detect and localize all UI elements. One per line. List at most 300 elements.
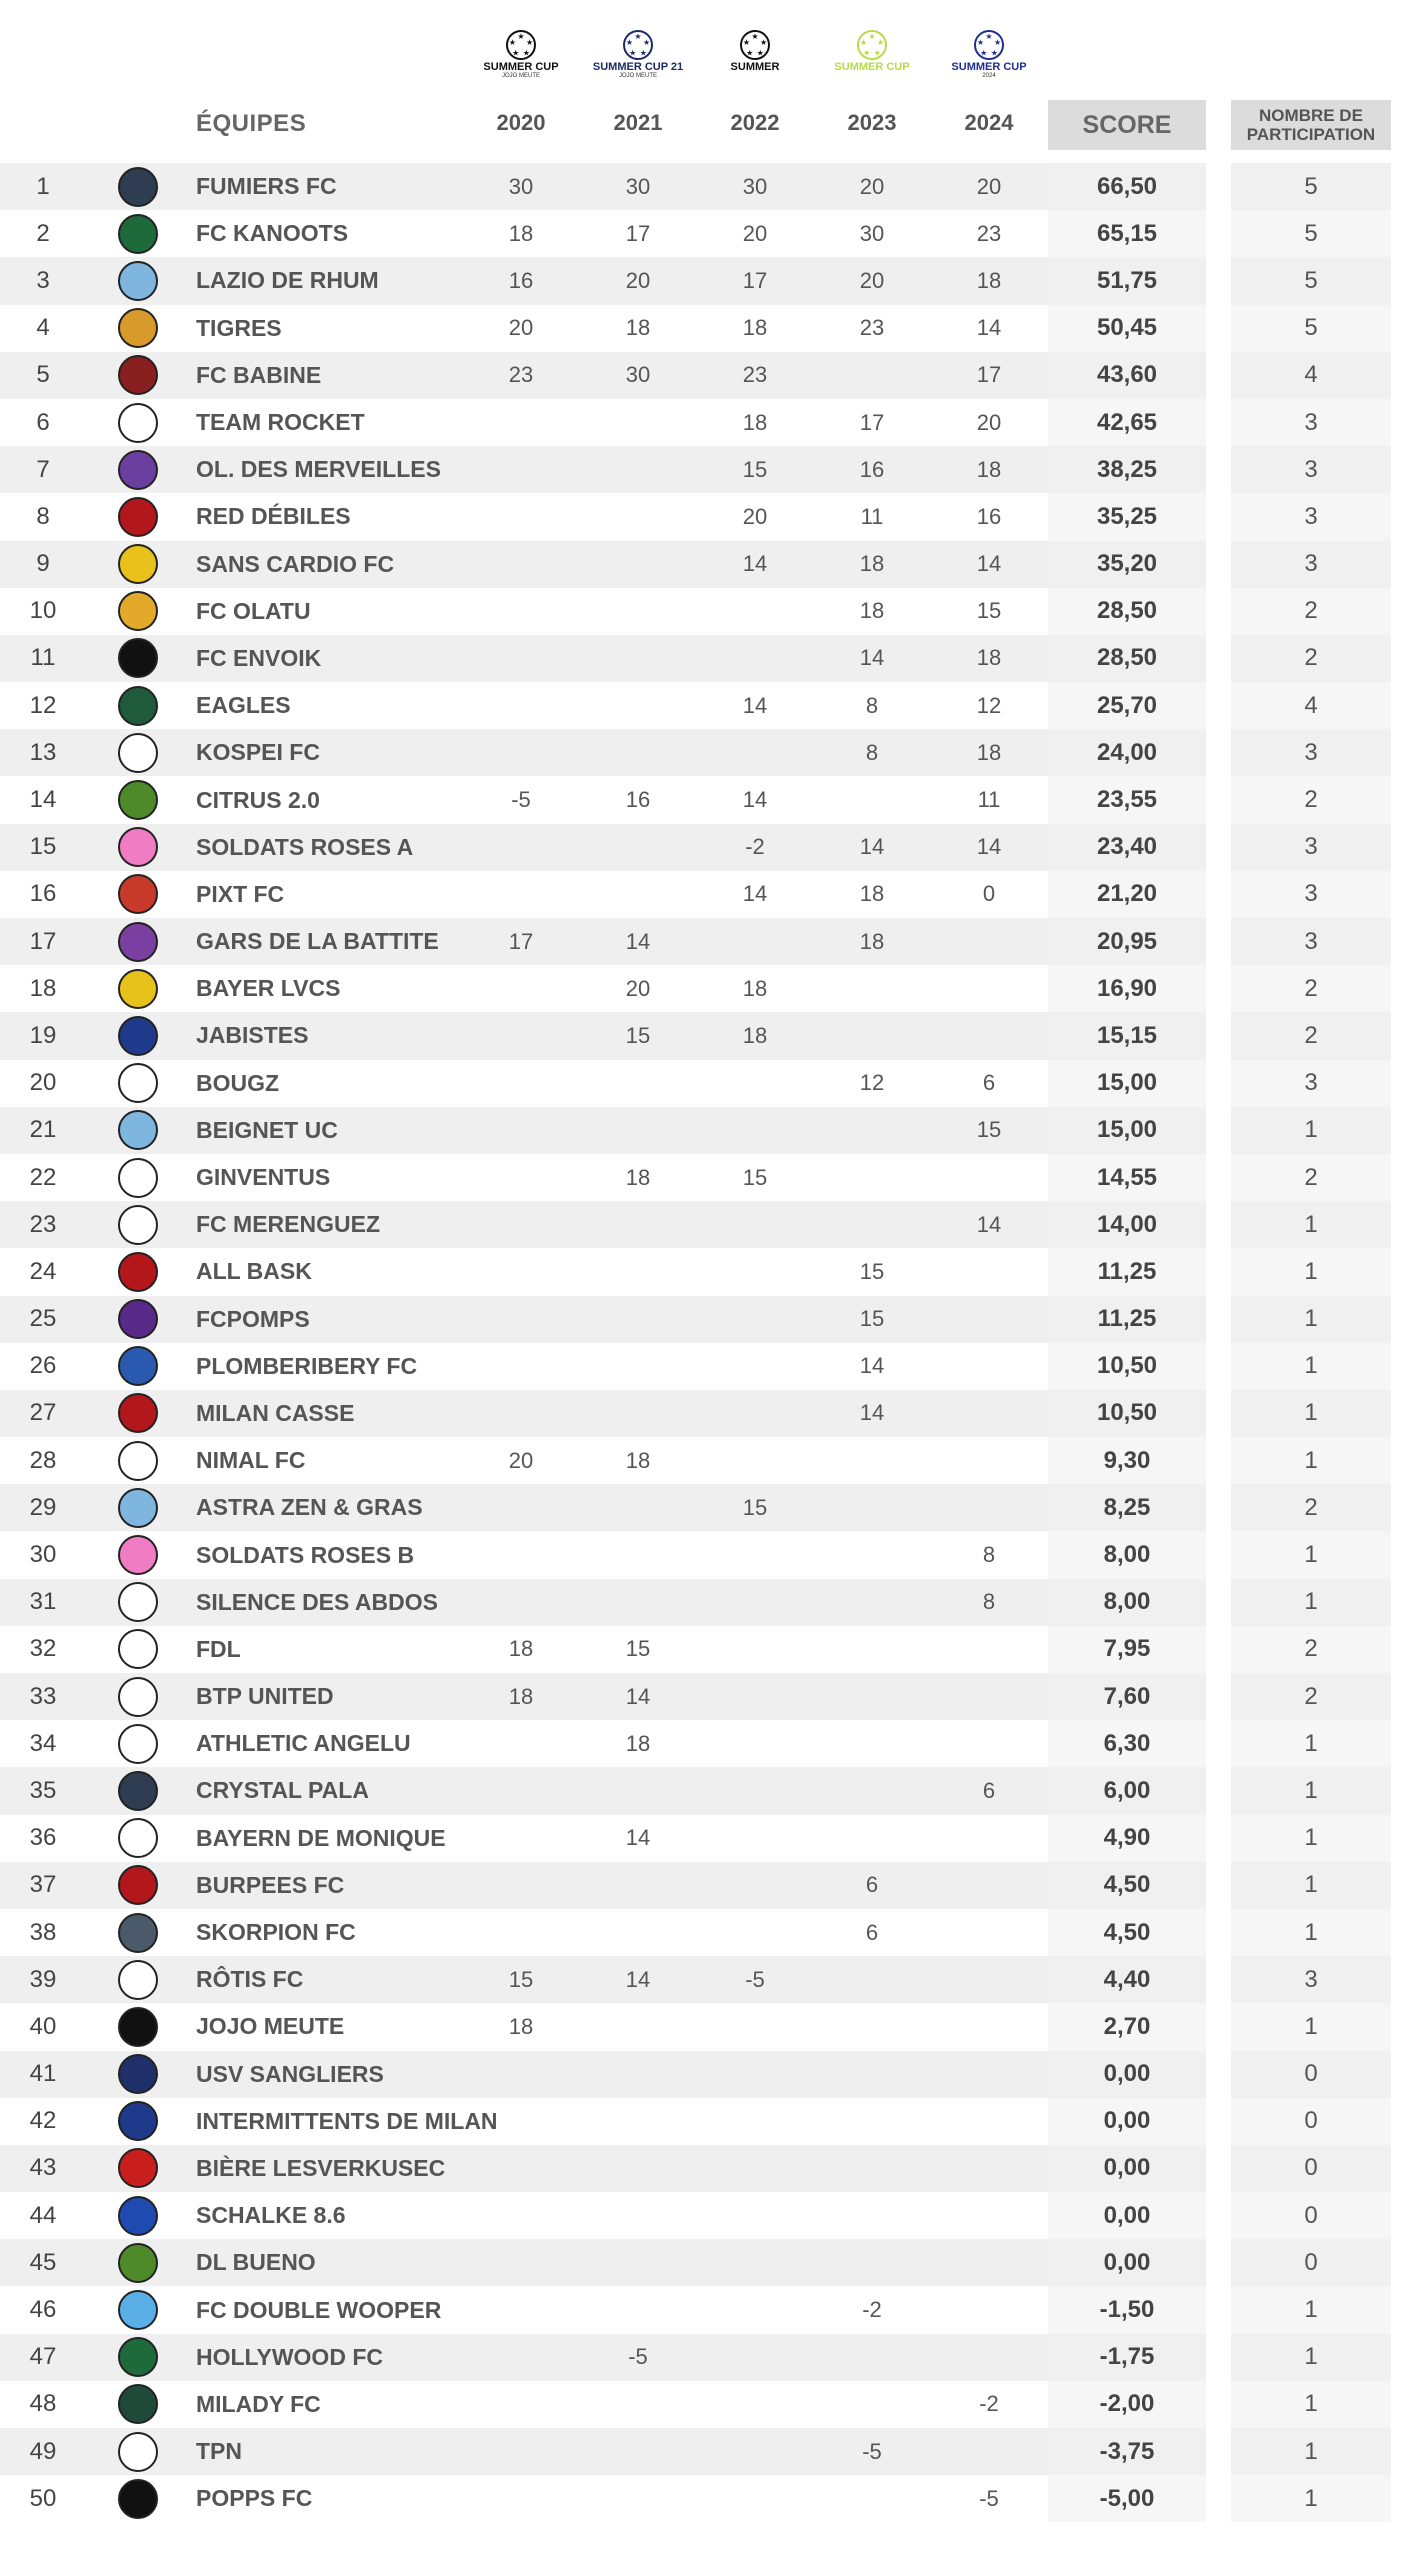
year-points-2021 bbox=[598, 588, 678, 635]
rank-cell: 1 bbox=[36, 172, 50, 200]
rank-cell: 13 bbox=[29, 738, 57, 766]
year-points-2023: 11 bbox=[860, 503, 884, 529]
table-row bbox=[0, 1626, 1401, 1673]
team-name: JOJO MEUTE bbox=[196, 2013, 345, 2040]
team-name: SKORPION FC bbox=[196, 1919, 356, 1946]
rank-cell: 40 bbox=[29, 2012, 57, 2040]
team-crest-icon bbox=[118, 214, 158, 254]
year-points-2020 bbox=[481, 1862, 561, 1909]
score-cell: 35,25 bbox=[1096, 502, 1158, 530]
year-points-2023 bbox=[832, 1956, 912, 2003]
year-points-2021: 17 bbox=[625, 220, 651, 246]
team-logo bbox=[106, 541, 170, 588]
svg-text:★: ★ bbox=[863, 48, 871, 58]
score-cell: 0,00 bbox=[1103, 2201, 1151, 2229]
rank-cell: 23 bbox=[29, 1210, 57, 1238]
table-row bbox=[0, 1815, 1401, 1862]
year-points-2021: 15 bbox=[625, 1022, 651, 1048]
rank-cell: 41 bbox=[29, 2060, 57, 2088]
year-points-2021: 20 bbox=[625, 975, 651, 1001]
year-points-2020 bbox=[481, 1012, 561, 1059]
year-points-2024 bbox=[949, 1720, 1029, 1767]
year-points-2022: 23 bbox=[742, 362, 768, 388]
cup-logo-title: SUMMER bbox=[730, 61, 780, 73]
year-points-2024 bbox=[949, 2192, 1029, 2239]
score-cell: 23,40 bbox=[1096, 833, 1158, 861]
score-cell: 15,00 bbox=[1096, 1069, 1158, 1097]
year-points-2021 bbox=[598, 1909, 678, 1956]
table-row bbox=[0, 1579, 1401, 1626]
year-points-2020: 18 bbox=[508, 1683, 534, 1709]
team-name: NIMAL FC bbox=[196, 1447, 306, 1474]
year-points-2022 bbox=[715, 2003, 795, 2050]
team-logo bbox=[106, 824, 170, 871]
year-points-2022: -5 bbox=[745, 1966, 765, 1992]
year-points-2024: 20 bbox=[976, 409, 1002, 435]
year-points-2021 bbox=[598, 1296, 678, 1343]
team-crest-icon bbox=[118, 2007, 158, 2047]
year-points-2022 bbox=[715, 1626, 795, 1673]
year-points-2023 bbox=[832, 2192, 912, 2239]
year-points-2020: 30 bbox=[508, 173, 534, 199]
year-points-2020 bbox=[481, 1107, 561, 1154]
score-cell: -5,00 bbox=[1099, 2484, 1155, 2512]
score-cell: 15,15 bbox=[1096, 1021, 1158, 1049]
year-points-2020 bbox=[481, 1296, 561, 1343]
table-row bbox=[0, 1154, 1401, 1201]
participation-cell: 4 bbox=[1304, 361, 1318, 389]
year-points-2022 bbox=[715, 1343, 795, 1390]
team-name: POPPS FC bbox=[196, 2485, 313, 2512]
team-name: FC OLATU bbox=[196, 597, 311, 624]
table-row bbox=[0, 1437, 1401, 1484]
year-column-header: 2021 bbox=[613, 110, 663, 135]
year-points-2020 bbox=[481, 965, 561, 1012]
team-name: BAYERN DE MONIQUE bbox=[196, 1824, 446, 1851]
year-points-2023: 14 bbox=[859, 645, 885, 671]
participation-column-header bbox=[1231, 100, 1391, 150]
score-cell: 66,50 bbox=[1096, 172, 1158, 200]
team-name: FCPOMPS bbox=[196, 1305, 310, 1332]
team-crest-icon bbox=[118, 874, 158, 914]
team-name: JABISTES bbox=[196, 1022, 309, 1049]
table-row bbox=[0, 1673, 1401, 1720]
team-name: BTP UNITED bbox=[196, 1683, 334, 1710]
rank-cell: 8 bbox=[36, 502, 50, 530]
team-name: FC ENVOIK bbox=[196, 644, 322, 671]
score-cell: 11,25 bbox=[1097, 1305, 1157, 1333]
participation-cell: 1 bbox=[1304, 1305, 1318, 1333]
year-points-2021 bbox=[598, 446, 678, 493]
star-ball-icon bbox=[972, 28, 1006, 62]
year-points-2024: 18 bbox=[976, 267, 1002, 293]
team-crest-icon bbox=[118, 1865, 158, 1905]
year-points-2023: 18 bbox=[859, 551, 885, 577]
team-crest-icon bbox=[118, 686, 158, 726]
year-points-2020: 16 bbox=[508, 267, 534, 293]
svg-text:★: ★ bbox=[756, 48, 764, 58]
team-name: FDL bbox=[196, 1635, 241, 1662]
year-points-2023: 15 bbox=[859, 1258, 885, 1284]
year-points-2023 bbox=[832, 1673, 912, 1720]
svg-text:★: ★ bbox=[629, 48, 637, 58]
svg-text:★: ★ bbox=[877, 38, 885, 48]
participation-cell: 0 bbox=[1304, 2201, 1318, 2229]
team-crest-icon bbox=[118, 355, 158, 395]
year-points-2023: -2 bbox=[862, 2297, 882, 2323]
rank-cell: 38 bbox=[29, 1918, 57, 1946]
year-points-2023 bbox=[832, 1767, 912, 1814]
table-row bbox=[0, 965, 1401, 1012]
year-points-2021: 16 bbox=[625, 787, 651, 813]
year-points-2023: 23 bbox=[859, 315, 885, 341]
year-points-2024 bbox=[949, 2051, 1029, 2098]
team-name: BEIGNET UC bbox=[196, 1116, 338, 1143]
participation-cell: 3 bbox=[1304, 833, 1318, 861]
year-points-2024: 0 bbox=[982, 881, 996, 907]
team-logo bbox=[106, 1862, 170, 1909]
year-points-2024 bbox=[949, 2286, 1029, 2333]
team-crest-icon bbox=[118, 403, 158, 443]
year-points-2022: 14 bbox=[742, 692, 768, 718]
year-points-2023 bbox=[832, 1437, 912, 1484]
svg-text:★: ★ bbox=[639, 48, 647, 58]
team-logo bbox=[106, 682, 170, 729]
year-points-2021 bbox=[598, 1248, 678, 1295]
year-points-2020 bbox=[481, 541, 561, 588]
year-points-2020 bbox=[481, 1909, 561, 1956]
year-points-2023 bbox=[832, 2051, 912, 2098]
year-points-2024: 18 bbox=[976, 456, 1002, 482]
team-name: SOLDATS ROSES A bbox=[196, 833, 414, 860]
year-points-2021 bbox=[598, 1579, 678, 1626]
team-logo bbox=[106, 1720, 170, 1767]
table-row bbox=[0, 352, 1401, 399]
svg-text:★: ★ bbox=[976, 38, 984, 48]
team-logo bbox=[106, 1390, 170, 1437]
year-points-2024: 12 bbox=[976, 692, 1002, 718]
year-points-2021 bbox=[598, 2051, 678, 2098]
cup-logo-2021 bbox=[592, 28, 684, 104]
year-points-2021 bbox=[598, 1862, 678, 1909]
year-points-2022 bbox=[715, 2098, 795, 2145]
year-points-2022: -2 bbox=[745, 834, 765, 860]
participation-cell: 5 bbox=[1304, 172, 1318, 200]
participation-cell: 1 bbox=[1304, 2012, 1318, 2040]
score-cell: 0,00 bbox=[1103, 2154, 1151, 2182]
year-points-2023 bbox=[832, 352, 912, 399]
team-name: HOLLYWOOD FC bbox=[196, 2343, 383, 2370]
year-points-2021 bbox=[598, 1201, 678, 1248]
team-crest-icon bbox=[118, 1629, 158, 1669]
year-points-2021 bbox=[598, 1107, 678, 1154]
rank-cell: 10 bbox=[29, 597, 57, 625]
year-points-2020 bbox=[481, 2381, 561, 2428]
score-cell: 42,65 bbox=[1096, 408, 1158, 436]
year-points-2020 bbox=[481, 1484, 561, 1531]
team-name: USV SANGLIERS bbox=[196, 2060, 384, 2087]
year-points-2021: 18 bbox=[625, 1447, 651, 1473]
table-row bbox=[0, 305, 1401, 352]
year-points-2020 bbox=[481, 2286, 561, 2333]
table-row bbox=[0, 729, 1401, 776]
year-points-2020 bbox=[481, 1201, 561, 1248]
score-cell: -3,75 bbox=[1099, 2437, 1155, 2465]
team-name: TEAM ROCKET bbox=[196, 409, 365, 436]
score-cell: 0,00 bbox=[1103, 2248, 1151, 2276]
rank-cell: 32 bbox=[29, 1635, 57, 1663]
cup-logo-subtitle: 2024 bbox=[982, 73, 996, 79]
team-logo bbox=[106, 257, 170, 304]
ranking-table bbox=[0, 163, 1401, 2522]
score-cell: 14,00 bbox=[1096, 1210, 1158, 1238]
rank-cell: 46 bbox=[29, 2296, 57, 2324]
svg-text:★: ★ bbox=[742, 38, 750, 48]
table-row bbox=[0, 1248, 1401, 1295]
rank-cell: 16 bbox=[29, 880, 57, 908]
rank-cell: 25 bbox=[29, 1305, 57, 1333]
table-row bbox=[0, 1343, 1401, 1390]
year-points-2024: 20 bbox=[976, 173, 1002, 199]
star-ball-icon bbox=[855, 28, 889, 62]
year-points-2024 bbox=[949, 1626, 1029, 1673]
table-row bbox=[0, 1107, 1401, 1154]
team-logo bbox=[106, 635, 170, 682]
participation-cell: 1 bbox=[1304, 1352, 1318, 1380]
participation-cell: 2 bbox=[1304, 644, 1318, 672]
year-points-2023: 17 bbox=[859, 409, 885, 435]
year-points-2023: 6 bbox=[865, 1872, 879, 1898]
year-points-2023 bbox=[832, 1201, 912, 1248]
table-row bbox=[0, 257, 1401, 304]
year-points-2022: 15 bbox=[742, 456, 768, 482]
participation-cell: 3 bbox=[1304, 880, 1318, 908]
participation-cell: 2 bbox=[1304, 1021, 1318, 1049]
score-cell: 15,00 bbox=[1096, 1116, 1158, 1144]
year-points-2022 bbox=[715, 1437, 795, 1484]
participation-cell: 1 bbox=[1304, 2390, 1318, 2418]
year-points-2023 bbox=[832, 2098, 912, 2145]
team-logo bbox=[106, 2286, 170, 2333]
year-points-2021 bbox=[598, 1390, 678, 1437]
rank-cell: 19 bbox=[29, 1021, 57, 1049]
year-points-2023: 18 bbox=[859, 598, 885, 624]
year-points-2024 bbox=[949, 2239, 1029, 2286]
team-name: FC KANOOTS bbox=[196, 220, 349, 247]
team-logo bbox=[106, 1248, 170, 1295]
team-crest-icon bbox=[118, 1016, 158, 1056]
year-points-2021: 14 bbox=[625, 1825, 651, 1851]
participation-cell: 4 bbox=[1304, 691, 1318, 719]
year-points-2023 bbox=[832, 2239, 912, 2286]
year-points-2021 bbox=[598, 2286, 678, 2333]
score-cell: -1,50 bbox=[1099, 2296, 1155, 2324]
team-crest-icon bbox=[118, 1299, 158, 1339]
year-points-2023 bbox=[832, 1154, 912, 1201]
year-points-2022 bbox=[715, 1201, 795, 1248]
team-name: FUMIERS FC bbox=[196, 173, 337, 200]
year-points-2022: 20 bbox=[742, 220, 768, 246]
team-name: SCHALKE 8.6 bbox=[196, 2202, 346, 2229]
rank-cell: 9 bbox=[36, 550, 50, 578]
participation-cell: 1 bbox=[1304, 2484, 1318, 2512]
team-name: TPN bbox=[196, 2438, 242, 2465]
year-points-2024: 15 bbox=[976, 1117, 1002, 1143]
team-crest-icon bbox=[118, 2101, 158, 2141]
table-row bbox=[0, 1296, 1401, 1343]
year-points-2021: 30 bbox=[625, 173, 651, 199]
team-name: ASTRA ZEN & GRAS bbox=[196, 1494, 423, 1521]
year-points-2024 bbox=[949, 1909, 1029, 1956]
year-points-2024: 23 bbox=[976, 220, 1002, 246]
rank-cell: 36 bbox=[29, 1824, 57, 1852]
rank-cell: 28 bbox=[29, 1446, 57, 1474]
year-points-2024: 11 bbox=[977, 787, 1001, 813]
year-points-2024 bbox=[949, 1956, 1029, 2003]
participation-cell: 1 bbox=[1304, 1776, 1318, 1804]
svg-text:★: ★ bbox=[746, 48, 754, 58]
team-crest-icon bbox=[118, 2479, 158, 2519]
year-points-2021 bbox=[598, 541, 678, 588]
team-logo bbox=[106, 446, 170, 493]
year-points-2022 bbox=[715, 1107, 795, 1154]
year-points-2021: 14 bbox=[625, 1966, 651, 1992]
year-points-2023: 18 bbox=[859, 928, 885, 954]
year-points-2022 bbox=[715, 1579, 795, 1626]
svg-text:★: ★ bbox=[985, 32, 993, 41]
participation-cell: 5 bbox=[1304, 219, 1318, 247]
year-points-2020 bbox=[481, 1343, 561, 1390]
rank-cell: 27 bbox=[29, 1399, 57, 1427]
year-points-2024: 15 bbox=[976, 598, 1002, 624]
year-points-2023 bbox=[832, 2475, 912, 2522]
score-cell: 43,60 bbox=[1096, 361, 1158, 389]
participation-cell: 3 bbox=[1304, 1965, 1318, 1993]
table-row bbox=[0, 2051, 1401, 2098]
team-name: MILADY FC bbox=[196, 2390, 321, 2417]
team-crest-icon bbox=[118, 780, 158, 820]
year-points-2023 bbox=[832, 2145, 912, 2192]
year-points-2021 bbox=[598, 1060, 678, 1107]
year-points-2021 bbox=[598, 824, 678, 871]
table-row bbox=[0, 2286, 1401, 2333]
year-points-2024: 16 bbox=[976, 503, 1002, 529]
year-points-2024 bbox=[949, 2428, 1029, 2475]
cup-logo-2020 bbox=[483, 28, 559, 104]
year-points-2024: 14 bbox=[976, 834, 1002, 860]
cup-logo-2022 bbox=[720, 28, 790, 104]
year-points-2022: 18 bbox=[742, 409, 768, 435]
team-crest-icon bbox=[118, 1724, 158, 1764]
rank-cell: 30 bbox=[29, 1541, 57, 1569]
participation-cell: 1 bbox=[1304, 1588, 1318, 1616]
participation-cell: 2 bbox=[1304, 1635, 1318, 1663]
participation-cell: 2 bbox=[1304, 1163, 1318, 1191]
year-points-2022 bbox=[715, 1767, 795, 1814]
participation-cell: 3 bbox=[1304, 550, 1318, 578]
score-cell: 8,00 bbox=[1103, 1541, 1151, 1569]
year-points-2020: 18 bbox=[508, 2013, 534, 2039]
year-points-2024 bbox=[949, 1484, 1029, 1531]
svg-text:★: ★ bbox=[994, 38, 1002, 48]
team-logo bbox=[106, 729, 170, 776]
table-row bbox=[0, 1531, 1401, 1578]
year-points-2020: 20 bbox=[508, 1447, 534, 1473]
team-logo bbox=[106, 2098, 170, 2145]
team-logo bbox=[106, 2428, 170, 2475]
year-points-2021 bbox=[598, 2239, 678, 2286]
participation-cell: 2 bbox=[1304, 786, 1318, 814]
year-points-2024: 14 bbox=[976, 315, 1002, 341]
year-points-2022: 18 bbox=[742, 315, 768, 341]
rank-cell: 37 bbox=[29, 1871, 57, 1899]
team-logo bbox=[106, 1296, 170, 1343]
year-points-2024 bbox=[949, 1248, 1029, 1295]
team-crest-icon bbox=[118, 308, 158, 348]
year-points-2021 bbox=[598, 871, 678, 918]
participation-cell: 3 bbox=[1304, 1069, 1318, 1097]
svg-text:★: ★ bbox=[526, 38, 534, 48]
year-points-2020: 18 bbox=[508, 1636, 534, 1662]
rank-cell: 34 bbox=[29, 1729, 57, 1757]
year-points-2023: 14 bbox=[859, 1400, 885, 1426]
score-cell: 7,60 bbox=[1103, 1682, 1151, 1710]
team-logo bbox=[106, 399, 170, 446]
team-logo bbox=[106, 2239, 170, 2286]
year-points-2022: 15 bbox=[742, 1494, 768, 1520]
participation-cell: 2 bbox=[1304, 1682, 1318, 1710]
table-row bbox=[0, 210, 1401, 257]
year-points-2023 bbox=[832, 776, 912, 823]
year-points-2024 bbox=[949, 2334, 1029, 2381]
rank-cell: 39 bbox=[29, 1965, 57, 1993]
score-cell: 4,90 bbox=[1103, 1824, 1151, 1852]
score-cell: 16,90 bbox=[1096, 974, 1158, 1002]
year-points-2021 bbox=[598, 2003, 678, 2050]
year-points-2022 bbox=[715, 1862, 795, 1909]
rank-cell: 29 bbox=[29, 1493, 57, 1521]
table-row bbox=[0, 2239, 1401, 2286]
year-points-2020 bbox=[481, 1579, 561, 1626]
svg-text:★: ★ bbox=[760, 38, 768, 48]
year-points-2024: 8 bbox=[982, 1542, 996, 1568]
year-points-2024: 17 bbox=[976, 362, 1002, 388]
team-logo bbox=[106, 1060, 170, 1107]
team-name: PIXT FC bbox=[196, 880, 285, 907]
team-logo bbox=[106, 1815, 170, 1862]
team-logo bbox=[106, 1673, 170, 1720]
score-cell: 21,20 bbox=[1096, 880, 1158, 908]
team-crest-icon bbox=[118, 1582, 158, 1622]
table-row bbox=[0, 163, 1401, 210]
svg-text:★: ★ bbox=[990, 48, 998, 58]
team-crest-icon bbox=[118, 1205, 158, 1245]
year-points-2020 bbox=[481, 493, 561, 540]
year-points-2022: 30 bbox=[742, 173, 768, 199]
year-points-2023: 20 bbox=[859, 173, 885, 199]
team-logo bbox=[106, 305, 170, 352]
team-logo bbox=[106, 1626, 170, 1673]
team-logo bbox=[106, 493, 170, 540]
team-crest-icon bbox=[118, 1818, 158, 1858]
team-logo bbox=[106, 2051, 170, 2098]
team-name: ALL BASK bbox=[196, 1258, 312, 1285]
year-points-2021 bbox=[598, 635, 678, 682]
year-points-2020: -5 bbox=[511, 787, 531, 813]
year-points-2020: 15 bbox=[508, 1966, 534, 1992]
team-crest-icon bbox=[118, 1441, 158, 1481]
year-points-2023 bbox=[832, 1815, 912, 1862]
